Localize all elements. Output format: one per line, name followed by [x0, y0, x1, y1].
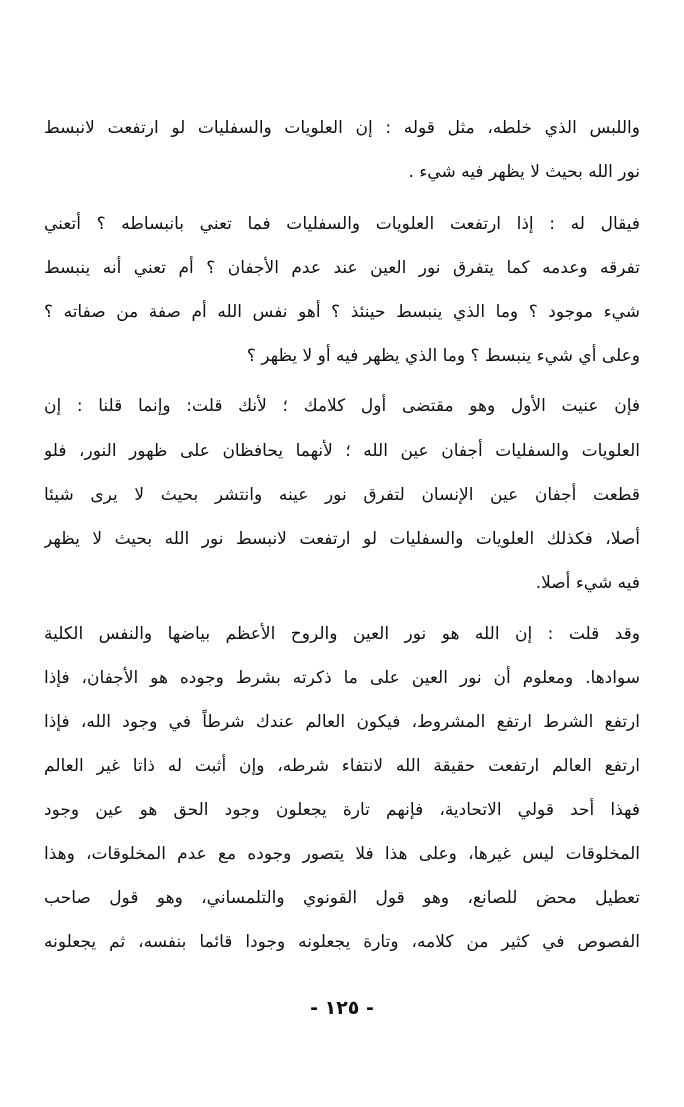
text-line: أصلا، فكذلك العلويات والسفليات لو ارتفعت لانبسط نور الله بحيث لا يظهر — [44, 529, 640, 549]
text-line: شيء موجود ؟ وما الذي ينبسط حينئذ ؟ أهو نفس الله أم صفة من صفاته ؟ — [44, 302, 640, 322]
text-line: سوادها. ومعلوم أن نور العين على ما ذكرته بشرط وجوده هو الأجفان، فإذا — [44, 668, 640, 688]
text-line: فيقال له : إذا ارتفعت العلويات والسفليات فما تعني بانبساطه ؟ أتعني — [44, 214, 640, 234]
text-line: وقد قلت : إن الله هو نور العين والروح الأعظم بياضها والنفس الكلية — [44, 624, 640, 644]
text-line: واللبس الذي خلطه، مثل قوله : إن العلويات والسفليات لو ارتفعت لانبسط — [44, 118, 640, 138]
text-line: فإن عنيت الأول وهو مقتضى أول كلامك ؛ لأنك قلت: وإنما قلنا : إن — [44, 396, 640, 416]
text-line: الفصوص في كثير من كلامه، وتارة يجعلونه وجودا قائما بنفسه، ثم يجعلونه — [44, 932, 640, 952]
text-line: نور الله بحيث لا يظهر فيه شيء . — [408, 162, 640, 182]
text-line: قطعت أجفان عين الإنسان لتفرق نور عينه وانتشر بحيث لا يرى شيئا — [44, 485, 640, 505]
text-line: فهذا أحد قولي الاتحادية، فإنهم تارة يجعلون وجود الحق هو عين وجود — [44, 800, 640, 820]
page-number: - ١٢٥ - — [310, 997, 374, 1019]
text-line: العلويات والسفليات أجفان عين الله ؛ لأنهما يحافظان على ظهور النور، فلو — [44, 441, 640, 461]
text-line: المخلوقات ليس غيرها، وعلى هذا فلا يتصور وجوده مع عدم المخلوقات، وهذا — [44, 844, 640, 864]
text-line: وعلى أي شيء ينبسط ؟ وما الذي يظهر فيه أو لا يظهر ؟ — [246, 346, 640, 366]
text-line: فيه شيء أصلا. — [535, 573, 640, 593]
text-line: تعطيل محض للصانع، وهو قول القونوي والتلمساني، وهو قول صاحب — [44, 888, 640, 908]
text-line: تفرقه وعدمه كما يتفرق نور العين عند عدم الأجفان ؟ أم تعني أنه ينبسط — [44, 258, 640, 278]
text-line: ارتفع الشرط ارتفع المشروط، فيكون العالم عندك شرطاً في وجود الله، فإذا — [44, 712, 640, 732]
text-line: ارتفع العالم ارتفعت حقيقة الله لانتفاء شرطه، وإن أثبت له ذاتا غير العالم — [44, 756, 640, 776]
